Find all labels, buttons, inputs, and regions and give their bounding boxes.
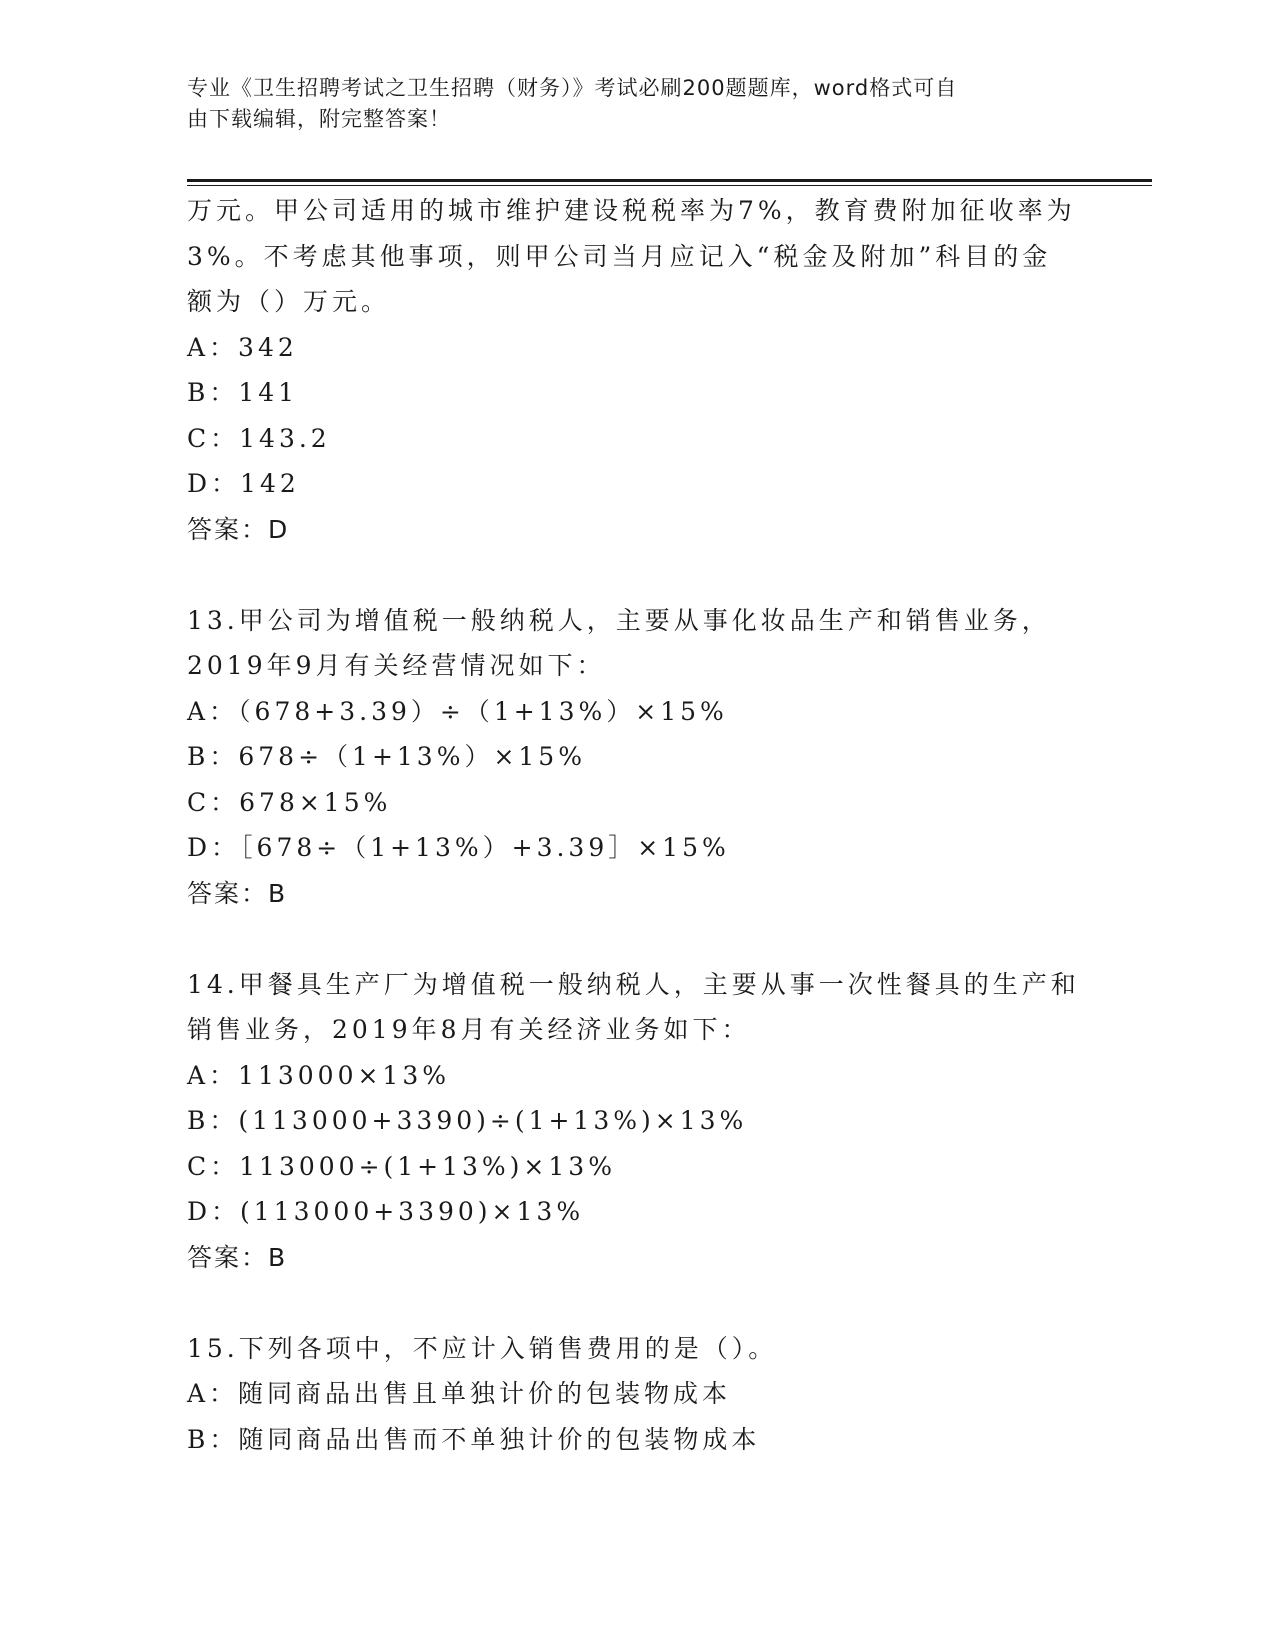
option-a: A：随同商品出售且单独计价的包装物成本 [187, 1379, 732, 1408]
answer-label: 答案：D [187, 514, 290, 544]
option-d: D：142 [187, 469, 300, 498]
option-c: C：143.2 [187, 423, 331, 453]
header-line-2: 由下载编辑，附完整答案！ [187, 107, 451, 131]
question-text-line: 14.甲餐具生产厂为增值税一般纳税人，主要从事一次性餐具的生产和 [187, 969, 1080, 999]
question-text-line: 万元。甲公司适用的城市维护建设税税率为7%，教育费附加征收率为 [187, 196, 1076, 225]
answer-label: 答案：B [187, 878, 288, 908]
question-13 [187, 598, 1087, 917]
answer-label: 答案：B [187, 1242, 288, 1272]
header-rule-thick [187, 179, 1152, 182]
question-text-line: 15.下列各项中，不应计入销售费用的是（）。 [187, 1333, 778, 1363]
spacer [187, 1280, 1087, 1326]
option-a: A：113000×13% [187, 1060, 451, 1090]
header-rule-thin [187, 185, 1152, 186]
spacer [187, 916, 1087, 962]
question-14 [187, 962, 1087, 1281]
question-text-line: 销售业务，2019年8月有关经济业务如下： [187, 1015, 751, 1044]
option-a: A：342 [187, 332, 298, 362]
option-b: B：(113000+3390)÷(1+13%)×13% [187, 1106, 748, 1135]
header-line-1: 专业《卫生招聘考试之卫生招聘（财务）》考试必刷200题题库，word格式可自 [187, 76, 958, 100]
question-content [187, 188, 1087, 1462]
option-d: D：［678÷（1+13%）+3.39］×15% [187, 833, 730, 862]
option-a: A：（678+3.39）÷（1+13%）×15% [187, 696, 728, 726]
question-12-continuation [187, 188, 1087, 552]
option-c: C：678×15% [187, 787, 392, 817]
option-b: B：141 [187, 378, 299, 407]
option-b: B：随同商品出售而不单独计价的包装物成本 [187, 1424, 761, 1454]
option-c: C：113000÷(1+13%)×13% [187, 1151, 616, 1181]
question-text-line: 3%。不考虑其他事项，则甲公司当月应记入“税金及附加”科目的金 [187, 241, 1052, 271]
question-text-line: 2019年9月有关经营情况如下： [187, 651, 606, 680]
document-header [187, 73, 1067, 135]
option-d: D：(113000+3390)×13% [187, 1197, 585, 1226]
option-b: B：678÷（1+13%）×15% [187, 742, 586, 771]
question-text-line: 13.甲公司为增值税一般纳税人，主要从事化妆品生产和销售业务， [187, 605, 1051, 635]
spacer [187, 552, 1087, 598]
question-15 [187, 1326, 1087, 1463]
question-text-line: 额为（）万元。 [187, 287, 391, 316]
